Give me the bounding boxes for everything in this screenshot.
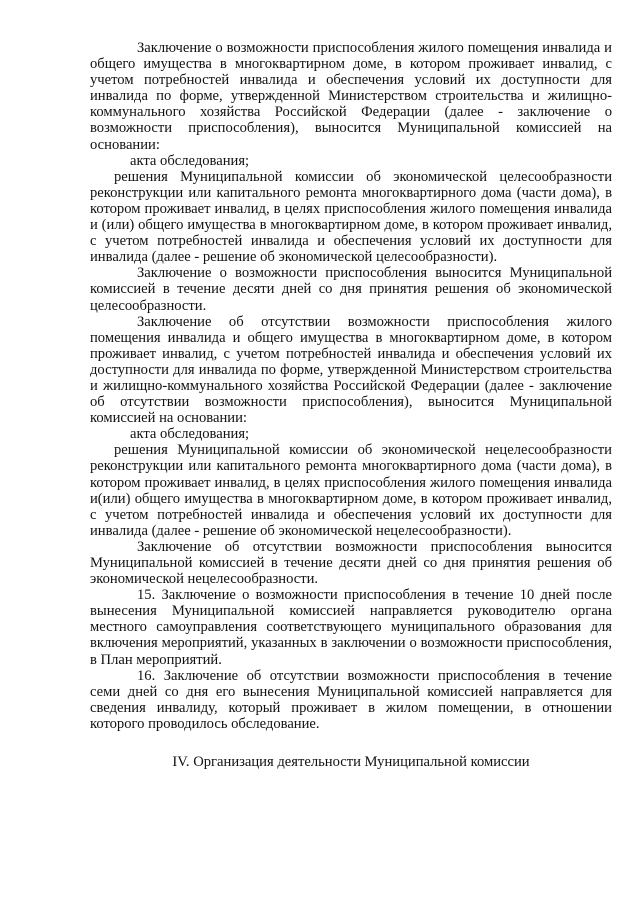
list-item-economic-decision: решения Муниципальной комиссии об экономической целесообразности реконструкции или капитального ремонта многоквартирного дома (части дома), в котором проживает инвалид, в целях приспособления жилого помещения инвалида и (или) общего имущества в многоквартирном доме, в котором проживает инвалид, с учетом потребностей инвалида и обеспечения условий их доступности для инвалида (далее - решение об экономической целесообразности). — [90, 168, 612, 266]
paragraph-possibility-deadline: Заключение о возможности приспособления выносится Муниципальной комиссией в течение десяти дней со дня принятия решения об экономической целесообразности. — [90, 265, 612, 314]
list-item-inspection-act-2: акта обследования; — [130, 426, 250, 443]
section-heading: IV. Организация деятельности Муниципальной комиссии — [172, 754, 530, 771]
list-item-non-economic-decision: решения Муниципальной комиссии об экономической нецелесообразности реконструкции или капитального ремонта многоквартирного дома (части дома), в котором проживает инвалид, в целях приспособления жилого помещения инвалида и(или) общего имущества в многоквартирном доме, в котором проживает инвалид, с учетом потребностей инвалида и обеспечения условий их доступности для инвалида (далее - решение об экономической нецелесообразности). — [90, 442, 612, 539]
list-item-inspection-act: акта обследования; — [130, 152, 250, 169]
document-body — [90, 40, 612, 732]
paragraph-item-15: 15. Заключение о возможности приспособления в течение 10 дней после вынесения Муниципальной комиссией направляется руководителю органа местного самоуправления соответствующего муниципального образования для включения мероприятий, указанных в заключении о возможности приспособления, в План мероприятий. — [90, 587, 612, 668]
paragraph-conclusion-impossibility: Заключение об отсутствии возможности приспособления жилого помещения инвалида и общего имущества в многоквартирном доме, в котором проживает инвалид, с учетом потребностей инвалида и обеспечения условий их доступности для инвалида по форме, утвержденной Министерством строительства и жилищно-коммунального хозяйства Российской Федерации (далее - заключение об отсутствии возможности приспособления), выносится Муниципальной комиссией на основании: — [90, 313, 612, 427]
paragraph-item-16: 16. Заключение об отсутствии возможности приспособления в течение семи дней со дня его вынесения Муниципальной комиссией направляется для сведения инвалиду, который проживает в жилом помещении, в отношении которого проводилось обследование. — [90, 667, 612, 732]
paragraph-conclusion-possibility: Заключение о возможности приспособления жилого помещения инвалида и общего имущества в многоквартирном доме, в котором проживает инвалид, с учетом потребностей инвалида и обеспечения условий их доступности для инвалида по форме, утвержденной Министерством строительства и жилищно-коммунального хозяйства Российской Федерации (далее - заключение о возможности приспособления), выносится Муниципальной комиссией на основании: — [90, 40, 612, 153]
paragraph-impossibility-deadline: Заключение об отсутствии возможности приспособления выносится Муниципальной комиссией в течение десяти дней со дня принятия решения об экономической нецелесообразности. — [90, 538, 612, 588]
